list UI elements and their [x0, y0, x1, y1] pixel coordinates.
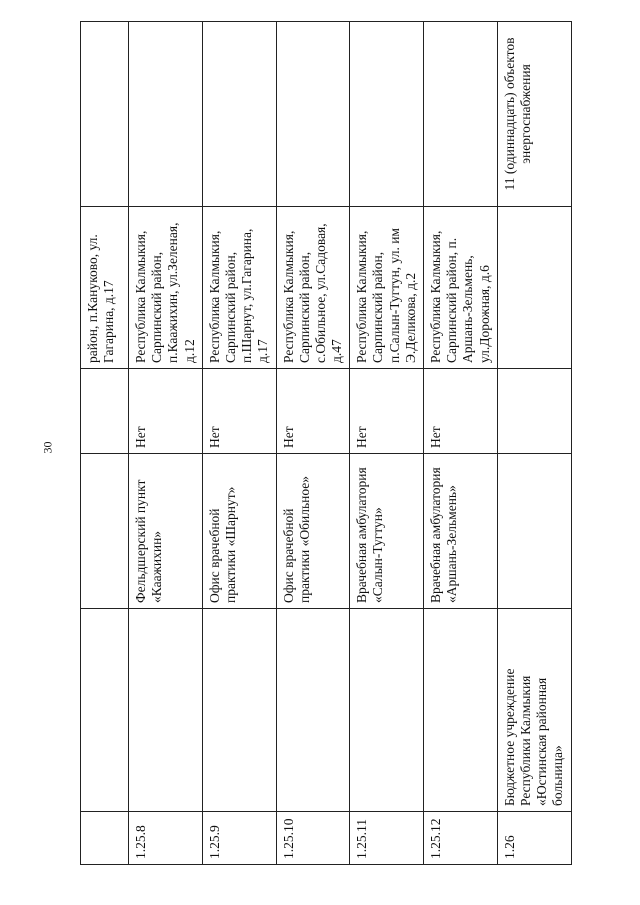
facilities-table	[80, 21, 572, 865]
facility-name-cell: Врачебная амбулатория «Аршань-Зельмень»	[424, 454, 498, 609]
organization-cell	[129, 609, 203, 812]
facility-name-cell: Офис врачебной практики «Шарнут»	[202, 454, 276, 609]
organization-cell: Бюджетное учреждение Республики Калмыкия «Юстинская районная больница»	[497, 609, 571, 812]
address-cell: Республика Калмыкия, Сарпинский район, с.Обильное, ул.Садовая, д.47	[276, 207, 350, 369]
count-cell	[350, 22, 424, 207]
organization-cell	[81, 609, 129, 812]
row-number-cell: 1.25.8	[129, 812, 203, 865]
flag-cell: Нет	[276, 369, 350, 454]
table-row	[424, 22, 498, 865]
flag-cell: Нет	[129, 369, 203, 454]
table-row	[350, 22, 424, 865]
page-number: 30	[40, 441, 55, 454]
count-cell	[129, 22, 203, 207]
facility-name-cell	[81, 454, 129, 609]
address-cell: Республика Калмыкия, Сарпинский район, п.Шарнут, ул.Гагарина, д.17	[202, 207, 276, 369]
row-number-cell: 1.25.11	[350, 812, 424, 865]
facility-name-cell: Фельдшерский пункт «Каажихин»	[129, 454, 203, 609]
count-cell	[202, 22, 276, 207]
facility-name-cell: Офис врачебной практики «Обильное»	[276, 454, 350, 609]
count-cell	[424, 22, 498, 207]
flag-cell: Нет	[202, 369, 276, 454]
row-number-cell: 1.25.10	[276, 812, 350, 865]
facility-name-cell: Врачебная амбулатория «Салын-Тугтун»	[350, 454, 424, 609]
organization-cell	[350, 609, 424, 812]
row-number-cell: 1.26	[497, 812, 571, 865]
facility-name-cell	[497, 454, 571, 609]
row-number-cell: 1.25.12	[424, 812, 498, 865]
row-number-cell: 1.25.9	[202, 812, 276, 865]
organization-cell	[202, 609, 276, 812]
count-cell	[276, 22, 350, 207]
flag-cell: Нет	[424, 369, 498, 454]
count-cell	[81, 22, 129, 207]
flag-cell: Нет	[350, 369, 424, 454]
document-sheet	[80, 22, 566, 865]
count-cell: 11 (одиннадцать) объектов энергоснабжения	[497, 22, 571, 207]
flag-cell	[81, 369, 129, 454]
table-row	[129, 22, 203, 865]
row-number-cell	[81, 812, 129, 865]
organization-cell	[276, 609, 350, 812]
address-cell: район, п.Кануково, ул. Гагарина, д.17	[81, 207, 129, 369]
table-row	[81, 22, 129, 865]
address-cell: Республика Калмыкия, Сарпинский район, п. Аршань-Зельмень, ул.Дорожная, д.6	[424, 207, 498, 369]
table-row	[497, 22, 571, 865]
table-row	[276, 22, 350, 865]
address-cell	[497, 207, 571, 369]
flag-cell	[497, 369, 571, 454]
organization-cell	[424, 609, 498, 812]
address-cell: Республика Калмыкия, Сарпинский район, п.Салын-Тугтун, ул. им Э.Деликова, д.2	[350, 207, 424, 369]
address-cell: Республика Калмыкия, Сарпинский район, п.Каажихин, ул.Зеленая, д.12	[129, 207, 203, 369]
table-row	[202, 22, 276, 865]
